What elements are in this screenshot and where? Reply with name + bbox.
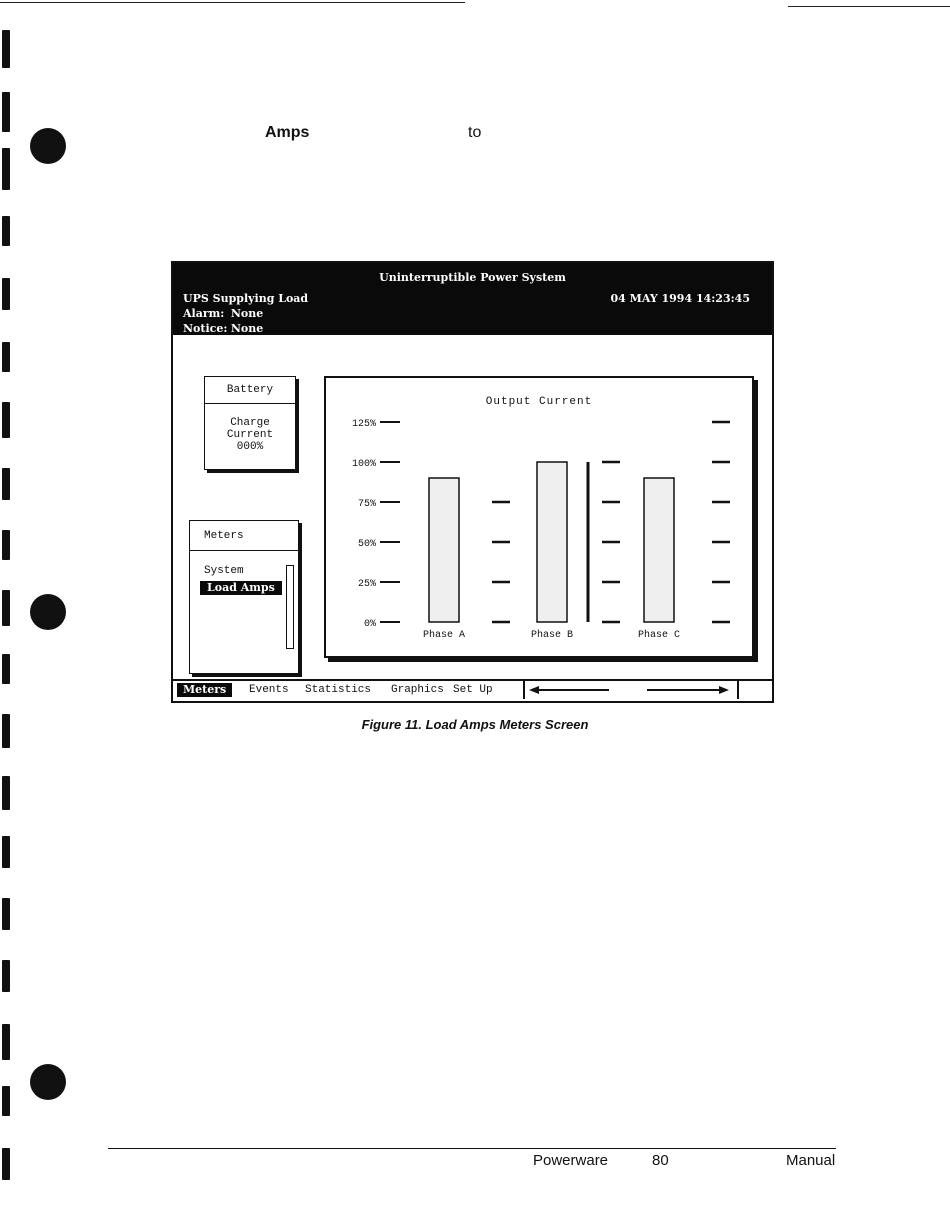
y-tick-label: 25%: [357, 579, 376, 590]
binder-hole-icon: [30, 1064, 66, 1100]
date-time: 04 MAY 1994 14:23:45: [610, 292, 750, 305]
binder-hole-icon: [30, 128, 66, 164]
intro-word-amps: Amps: [265, 124, 310, 141]
binder-mark: [2, 1086, 10, 1116]
alarm-label: Alarm:: [183, 307, 225, 320]
binder-mark: [2, 468, 10, 500]
chart-title: Output Current: [485, 396, 593, 408]
output-current-panel: [324, 376, 754, 658]
bottom-menu-bar: [173, 679, 772, 701]
meters-title: Meters: [190, 521, 298, 551]
x-tick-label: Phase B: [530, 630, 574, 641]
menu-meters[interactable]: Meters: [177, 683, 232, 697]
meters-menu-panel: [189, 520, 299, 674]
binder-mark: [2, 776, 10, 810]
footer-powerware: Powerware: [533, 1152, 609, 1169]
meters-item-load-amps[interactable]: Load Amps: [200, 581, 282, 595]
notice-line: [183, 322, 263, 335]
intro-word-to: to: [468, 124, 482, 141]
battery-title: Battery: [205, 377, 295, 404]
screen-header: [173, 263, 772, 335]
meters-scrollbar[interactable]: [286, 565, 294, 649]
binder-mark: [2, 960, 10, 992]
bar-phase-c: [644, 478, 674, 622]
y-tick-label: 75%: [357, 499, 376, 510]
footer-rule: [108, 1148, 836, 1149]
menu-set-up[interactable]: Set Up: [453, 684, 493, 696]
x-tick-label: Phase A: [422, 630, 466, 641]
bar-phase-a: [429, 478, 459, 622]
binder-mark: [2, 342, 10, 372]
notice-label: Notice:: [183, 322, 228, 335]
y-tick-label: 100%: [351, 459, 376, 470]
top-rule-right: [788, 6, 950, 7]
ups-status: UPS Supplying Load: [183, 292, 309, 305]
footer-model-number: 80: [652, 1152, 669, 1169]
footer-manual: Manual: [786, 1152, 836, 1169]
menu-graphics[interactable]: Graphics: [391, 684, 444, 696]
battery-value: 000%: [236, 441, 264, 453]
binder-mark: [2, 836, 10, 868]
left-arrow-head-icon: [529, 686, 539, 694]
menu-events[interactable]: Events: [249, 684, 289, 696]
y-tick-label: 50%: [357, 539, 376, 550]
y-tick-label: 125%: [351, 419, 376, 430]
battery-line-charge: Charge: [230, 417, 270, 429]
binder-mark: [2, 92, 10, 132]
x-tick-label: Phase C: [637, 630, 681, 641]
binder-mark: [2, 898, 10, 930]
output-current-chart: [326, 378, 752, 656]
battery-panel: [204, 376, 296, 470]
binder-mark: [2, 278, 10, 310]
alarm-value: None: [230, 307, 264, 320]
binder-mark: [2, 30, 10, 68]
y-tick-label: 0%: [363, 619, 376, 630]
binder-mark: [2, 1024, 10, 1060]
binder-mark: [2, 590, 10, 626]
figure-caption: Figure 11. Load Amps Meters Screen: [361, 717, 589, 732]
binder-mark: [2, 402, 10, 438]
binder-mark: [2, 1148, 10, 1180]
top-rule: [0, 2, 465, 3]
binder-mark: [2, 148, 10, 190]
battery-line-current: Current: [226, 429, 274, 441]
alarm-line: [183, 307, 263, 320]
screen-title: Uninterruptible Power System: [379, 271, 566, 284]
menu-scroll-arrows[interactable]: [523, 681, 739, 699]
menu-statistics[interactable]: Statistics: [305, 684, 372, 696]
binder-hole-icon: [30, 594, 66, 630]
right-arrow-head-icon: [719, 686, 729, 694]
bar-phase-b: [537, 462, 567, 622]
ups-screen: [171, 261, 774, 703]
battery-charge-current: [205, 417, 295, 453]
binder-mark: [2, 216, 10, 246]
notice-value: None: [230, 322, 264, 335]
binder-mark: [2, 530, 10, 560]
meters-item-system[interactable]: System: [204, 565, 244, 577]
binder-mark: [2, 654, 10, 684]
